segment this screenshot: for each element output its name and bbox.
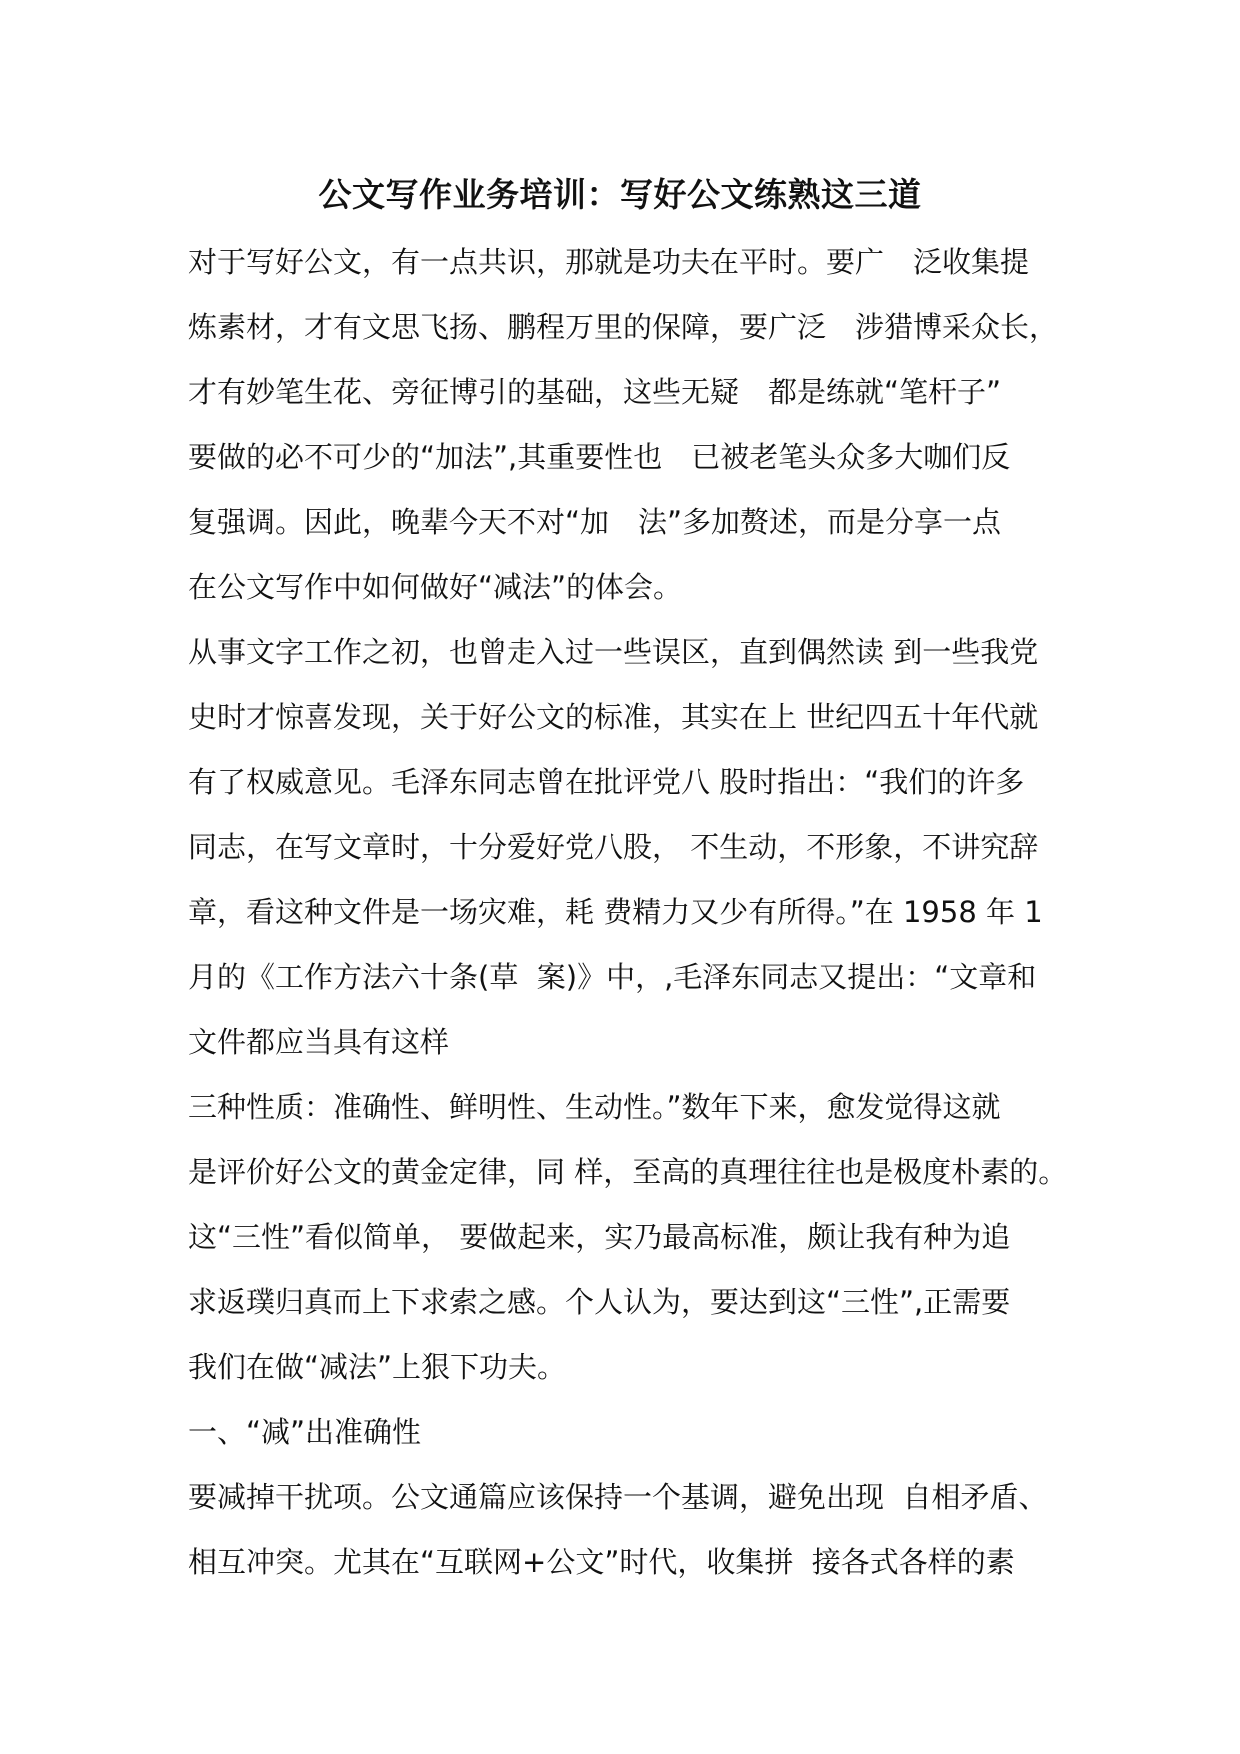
text-line: 从事文字工作之初，也曾走入过一些误区，直到偶然读 到一些我党 [188, 635, 1039, 669]
section-heading: 一、“减”出准确性 [188, 1415, 422, 1449]
text-line: 有了权威意见。毛泽东同志曾在批评党八 股时指出：“我们的许多 [188, 765, 1025, 799]
text-line: 月的《工作方法六十条(草 案)》中，,毛泽东同志又提出：“文章和 [188, 960, 1037, 994]
text-line: 同志，在写文章时，十分爱好党八股， 不生动，不形象，不讲究辞 [188, 830, 1039, 864]
text-line: 要做的必不可少的“加法”,其重要性也 已被老笔头众多大咖们反 [188, 440, 1011, 474]
text-line: 对于写好公文，有一点共识，那就是功夫在平时。要广 泛收集提 [188, 245, 1030, 279]
text-line: 三种性质：准确性、鲜明性、生动性。”数年下来，愈发觉得这就 [188, 1090, 1001, 1124]
document-body [188, 238, 1088, 1603]
document-title: 公文写作业务培训：写好公文练熟这三道 [318, 175, 922, 214]
text-line: 在公文写作中如何做好“减法”的体会。 [188, 570, 683, 604]
text-line: 相互冲突。尤其在“互联网+公文”时代，收集拼 接各式各样的素 [188, 1545, 1015, 1579]
text-line: 是评价好公文的黄金定律，同 样，至高的真理往往也是极度朴素的。 [188, 1155, 1068, 1189]
text-line: 文件都应当具有这样 [188, 1025, 450, 1059]
text-line: 炼素材，才有文思飞扬、鹏程万里的保障，要广泛 涉猎博采众长， [188, 310, 1059, 344]
text-line: 章，看这种文件是一场灾难，耗 费精力又少有所得。”在 1958 年 1 [188, 895, 1043, 929]
text-line: 这“三性”看似简单， 要做起来，实乃最高标准，颇让我有种为追 [188, 1220, 1011, 1254]
text-line: 要减掉干扰项。公文通篇应该保持一个基调，避免出现 自相矛盾、 [188, 1480, 1048, 1514]
text-line: 才有妙笔生花、旁征博引的基础，这些无疑 都是练就“笔杆子” [188, 375, 1002, 409]
text-line: 我们在做“减法”上狠下功夫。 [188, 1350, 567, 1384]
text-line: 复强调。因此，晚辈今天不对“加 法”多加赘述，而是分享一点 [188, 505, 1002, 539]
text-line: 求返璞归真而上下求索之感。个人认为，要达到这“三性”,正需要 [188, 1285, 1011, 1319]
text-line: 史时才惊喜发现，关于好公文的标准，其实在上 世纪四五十年代就 [188, 700, 1039, 734]
